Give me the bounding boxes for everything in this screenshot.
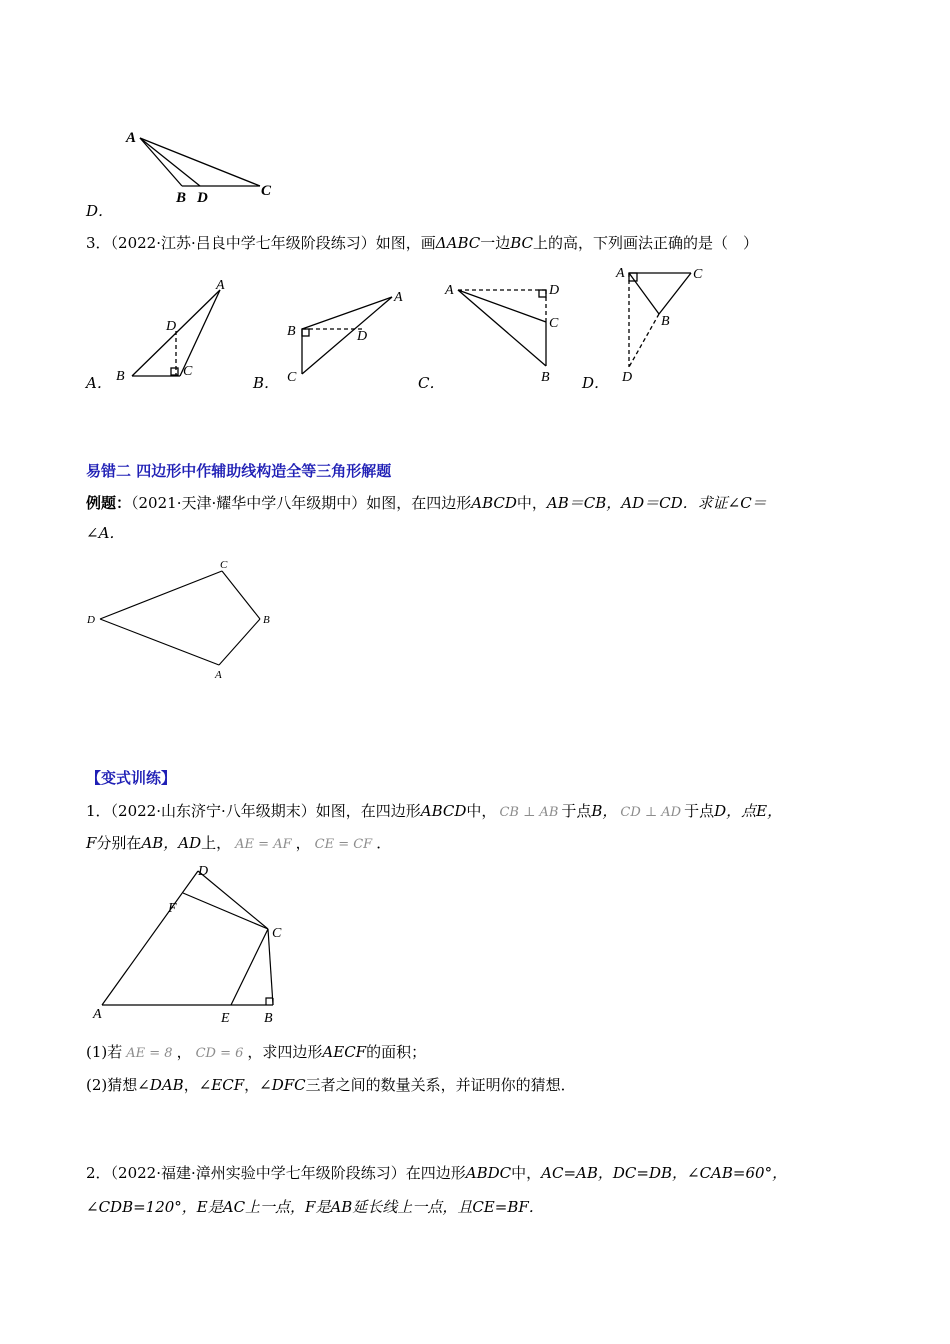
q1-line2-on: 上， (201, 834, 232, 852)
example-condition: AB＝CB，AD＝CD．求证∠C＝ (546, 494, 767, 512)
q3-figure-a (110, 275, 240, 385)
label-B: B (541, 370, 550, 385)
q1-text2: 中， (466, 802, 497, 820)
sub1-prefix: (1)若 (86, 1043, 123, 1061)
q1-ab-ad: AB，AD (141, 834, 202, 852)
q1-formula-3: AE = AF (235, 837, 292, 852)
practice-q1-line-2: F分别在AB，AD上， AE = AF ， CE = CF ． (86, 834, 392, 852)
q3-option-c[interactable]: C． (418, 374, 445, 392)
q1-formula-2: CD ⊥ AD (620, 805, 682, 820)
sub1-text: ，求四边形 (247, 1043, 323, 1061)
label-A: A (394, 290, 403, 305)
section-2-title: 易错二 四边形中作辅助线构造全等三角形解题 (86, 462, 392, 480)
practice-q1-sub1: (1)若 AE = 8 ， CD = 6 ，求四边形AECF的面积； (86, 1043, 427, 1061)
label-B: B (264, 1011, 273, 1026)
q3-source: （2022·江苏·吕良中学七年级阶段练习） (110, 234, 376, 252)
label-B: B (263, 614, 270, 626)
q1-e: E， (756, 802, 783, 820)
sub2-dab: DAB (149, 1076, 184, 1094)
q1-line2-text: 分别在 (96, 834, 142, 852)
label-D: D (549, 283, 560, 298)
q2-text1: 在四边形 (405, 1164, 466, 1182)
sub2-dfc: DFC (271, 1076, 306, 1094)
option-d-label: D． (86, 202, 114, 220)
label-D: D (197, 190, 208, 206)
practice-q1-figure (88, 860, 298, 1030)
example-text1: 如图，在四边形 (366, 494, 472, 512)
sub1-end: 的面积； (366, 1043, 427, 1061)
sub2-sep2: ，∠ (244, 1076, 272, 1094)
label-C: C (549, 316, 559, 331)
quadrilateral-figure (82, 555, 292, 685)
q3-text: 如图，画 (375, 234, 436, 252)
q1-formula-4: CE = CF (314, 837, 373, 852)
q1-number: 1． (86, 802, 111, 820)
label-A: A (616, 266, 625, 281)
example-text2: 中， (516, 494, 547, 512)
label-A: A (216, 278, 225, 293)
q3-option-b[interactable]: B． (253, 374, 280, 392)
q1-f: F (86, 834, 97, 852)
example-source: （2021·天津·耀华中学八年级期中） (131, 494, 367, 512)
label-B: B (661, 314, 670, 329)
q3-text2: 一边 (480, 234, 511, 252)
q3-option-d[interactable]: D． (582, 374, 610, 392)
q1-text1: 如图，在四边形 (315, 802, 421, 820)
sub1-formula-2: CD = 6 (195, 1046, 244, 1061)
q1-d: D，点 (714, 802, 757, 820)
q2-text2: 中， (511, 1164, 542, 1182)
example-line-1 (86, 492, 767, 513)
label-C: C (261, 183, 272, 199)
top-triangle-figure (120, 120, 290, 210)
practice-q1-sub2 (86, 1074, 576, 1095)
label-D: D (622, 370, 633, 385)
q3-triangle: ΔABC (435, 234, 481, 252)
q3-bc: BC (510, 234, 534, 252)
q3-text3: 上的高，下列画法正确的是（ ） (533, 234, 759, 252)
label-F: F (168, 901, 177, 916)
label-B: B (287, 324, 296, 339)
q3-figure-d (605, 262, 715, 387)
sub2-text: 三者之间的数量关系，并证明你的猜想． (305, 1076, 576, 1094)
practice-q1-line-1 (86, 800, 782, 821)
sub2-prefix: (2)猜想∠ (86, 1076, 150, 1094)
q2-number: 2． (86, 1164, 111, 1182)
sub2-ecf: ECF (211, 1076, 245, 1094)
sub1-formula-1: AE = 8 (126, 1046, 173, 1061)
label-C: C (693, 267, 703, 282)
label-A: A (126, 130, 137, 146)
label-A: A (93, 1007, 102, 1022)
q3-number: 3． (86, 234, 111, 252)
label-D: D (166, 319, 177, 334)
q3-figure-c (440, 277, 580, 387)
practice-q2-line-2: ∠CDB=120°，E是AC上一点，F是AB延长线上一点，且CE=BF． (86, 1198, 544, 1216)
label-D: D (198, 864, 209, 879)
q2-condition: AC=AB，DC=DB，∠CAB=60°， (541, 1164, 788, 1182)
q1-line2-end: ． (376, 834, 392, 852)
q1-b: B， (591, 802, 618, 820)
label-D: D (87, 614, 95, 626)
sub1-aecf: AECF (322, 1043, 367, 1061)
label-E: E (221, 1011, 230, 1026)
question-3 (86, 232, 758, 253)
q3-option-a[interactable]: A． (86, 374, 112, 392)
example-label: 例题： (86, 494, 132, 512)
q1-abcd: ABCD (420, 802, 467, 820)
label-A: A (215, 669, 222, 681)
sub2-sep1: ，∠ (183, 1076, 212, 1094)
label-B: B (116, 369, 125, 384)
example-abcd: ABCD (471, 494, 517, 512)
label-B: B (176, 190, 187, 206)
q2-abdc: ABDC (465, 1164, 512, 1182)
label-D: D (357, 329, 368, 344)
q3-figure-b (280, 282, 410, 387)
q2-source: （2022·福建·漳州实验中学七年级阶段练习） (110, 1164, 406, 1182)
q1-formula-1: CB ⊥ AB (499, 805, 559, 820)
label-C: C (287, 370, 297, 385)
q1-source: （2022·山东济宁·八年级期末） (110, 802, 316, 820)
label-C: C (272, 926, 282, 941)
example-line-2: ∠A． (86, 524, 125, 542)
label-C: C (183, 364, 193, 379)
practice-q2-line-1 (86, 1162, 787, 1183)
label-A: A (445, 283, 454, 298)
q1-text3: 于点 (561, 802, 592, 820)
label-C: C (220, 559, 228, 571)
practice-title: 【变式训练】 (86, 769, 177, 787)
q1-text4: 于点 (684, 802, 715, 820)
